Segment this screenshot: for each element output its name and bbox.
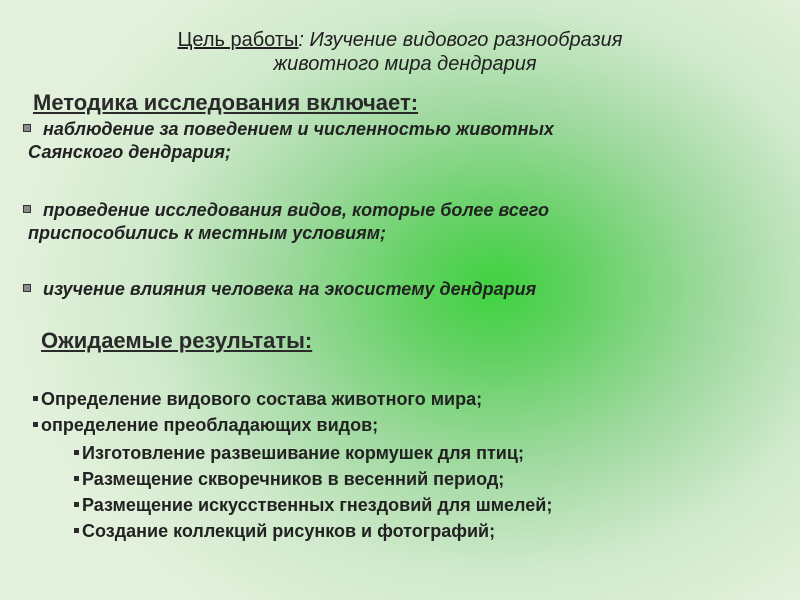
methodology-item-3-line1: изучение влияния человека на экосистему дендрария [38,279,537,299]
result-item-4-text: Размещение скворечников в весенний период; [82,469,505,489]
methodology-item-1 [23,118,554,164]
bullet-icon [74,476,79,481]
goal-text-line1: Изучение видового разнообразия [309,29,623,51]
result-item-5-text: Размещение искусственных гнездовий для шмелей; [82,495,553,515]
result-item-1 [33,389,482,410]
methodology-item-2 [23,199,549,245]
result-item-6-text: Создание коллекций рисунков и фотографий; [82,521,496,541]
bullet-icon [33,422,38,427]
goal-label: Цель работы [177,29,299,51]
bullet-icon [74,450,79,455]
result-item-2-text: определение преобладающих видов; [41,415,379,435]
bullet-icon [23,205,31,213]
bullet-icon [74,502,79,507]
result-item-6 [74,521,495,542]
methodology-item-2-line1: проведение исследования видов, которые более всего [38,200,549,220]
methodology-item-1-line1: наблюдение за поведением и численностью животных [38,119,554,139]
result-item-3 [74,443,524,464]
methodology-item-2-line2: приспособились к местным условиям; [28,223,387,243]
bullet-icon [23,124,31,132]
results-heading: Ожидаемые результаты: [41,328,313,353]
result-item-4 [74,469,504,490]
bullet-icon [33,396,38,401]
goal-separator: : [298,29,310,51]
bullet-icon [23,284,31,292]
methodology-heading: Методика исследования включает: [33,90,419,115]
methodology-item-1-line2: Саянского дендрария; [28,142,231,162]
result-item-1-text: Определение видового состава животного мира; [41,389,483,409]
result-item-3-text: Изготовление развешивание кормушек для птиц; [82,443,524,463]
bullet-icon [74,528,79,533]
methodology-item-3 [23,278,536,301]
goal-text-line2: животного мира дендрария [273,53,537,75]
goal-statement [0,28,800,76]
result-item-2 [33,415,378,436]
result-item-5 [74,495,552,516]
